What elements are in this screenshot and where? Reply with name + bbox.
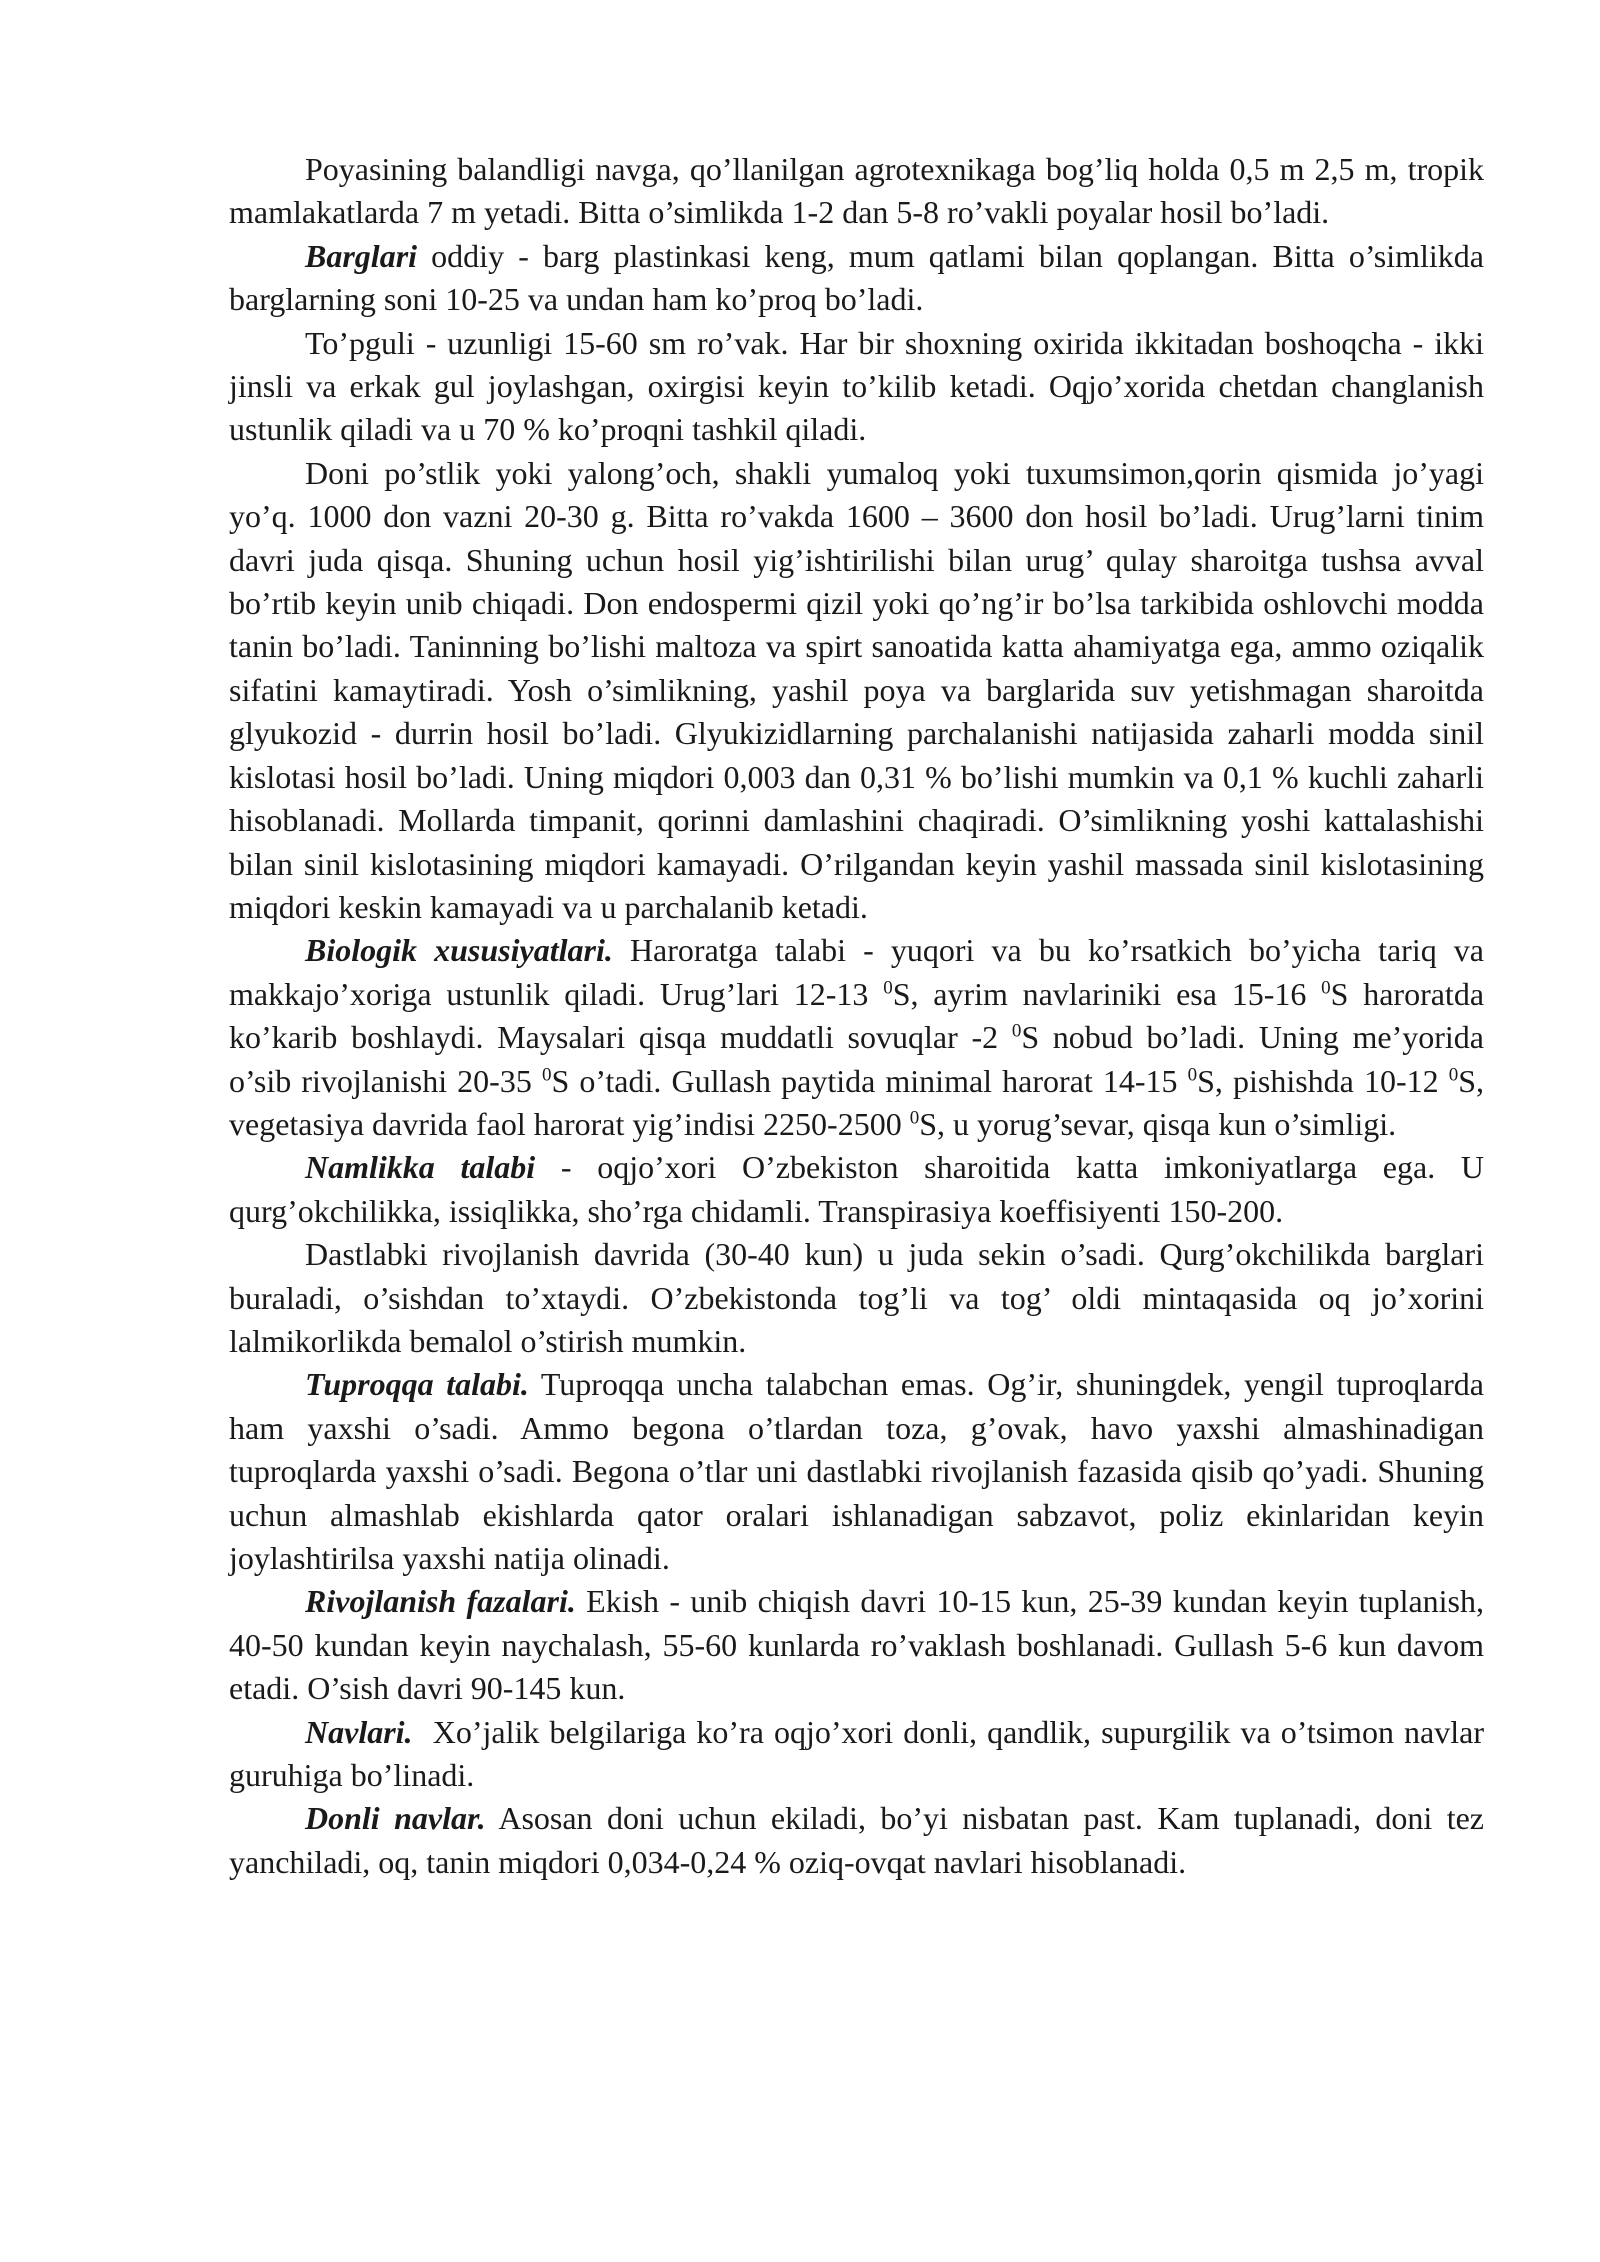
- paragraph-grain-varieties: [229, 1797, 1484, 1884]
- degree-superscript: 0: [909, 1107, 920, 1129]
- degree-superscript: 0: [541, 1063, 552, 1085]
- paragraph-heading: Donli navlar.: [305, 1800, 486, 1837]
- paragraph-soil-requirement: [229, 1363, 1484, 1580]
- paragraph-text: S o’tadi. Gullash paytida minimal harorat 14-15: [551, 1062, 1188, 1099]
- paragraph-inflorescence: [229, 322, 1484, 452]
- paragraph-stem-height: [229, 148, 1484, 235]
- paragraph-text: Haroratga talabi - yuqori va bu ko’rsatkich bo’yicha tariq va makkajo’xoriga ustunlik qiladi. Urug’lari 12-13: [229, 932, 1485, 1012]
- paragraph-text: Xo’jalik belgilariga ko’ra oqjo’xori donli, qandlik, supurgilik va o’tsimon navlar guruhiga bo’linadi.: [229, 1713, 1492, 1794]
- paragraph-heading: Barglari: [305, 237, 418, 274]
- paragraph-heading: Rivojlanish fazalari.: [305, 1583, 576, 1620]
- paragraph-text: Doni po’stlik yoki yalong’och, shakli yumaloq yoki tuxumsimon,qorin qismida jo’yagi yo’q. 1000 don vazni 20-30 g. Bitta ro’vakda 1600 – 3600 don hosil bo’ladi. Urug’larni tinim davri juda qisqa. Shuning uchun hosil yig’ishtirilishi bilan urug’ qulay sharoitga tushsa avval bo’rtib keyin unib chiqadi. Don endospermi qizil yoki qo’ng’ir bo’lsa tarkibida oshlovchi modda tanin bo’ladi. Taninning bo’lishi maltoza va spirt sanoatida katta ahamiyatga ega, ammo oziqalik sifatini kamaytiradi. Yosh o’simlikning, yashil poya va barglarida suv yetishmagan sharoitda glyukozid - durrin hosil bo’ladi. Glyukizidlarning parchalanishi natijasida zaharli modda sinil kislotasi hosil bo’ladi. Uning miqdori 0,003 dan 0,31 % bo’lishi mumkin va 0,1 % kuchli zaharli hisoblanadi. Mollarda timpanit, qorinni damlashini chaqiradi. O’simlikning yoshi kattalashishi bilan sinil kislotasining miqdori kamayadi. O’rilgandan keyin yashil massada sinil kislotasining miqdori keskin kamayadi va u parchalanib ketadi.: [229, 454, 1484, 925]
- paragraph-heading: Biologik xususiyatlari.: [305, 932, 613, 969]
- paragraph-text: Tuproqqa uncha talabchan emas. Og’ir, shuningdek, yengil tuproqlarda ham yaxshi o’sadi. Ammo begona o’tlardan toza, g’ovak, havo yaxshi almashinadigan tuproqlarda yaxshi o’sadi. Begona o’tlar uni dastlabki rivojlanish fazasida qisib qo’yadi. Shuning uchun almashlab ekishlarda qator oralari ishlanadigan sabzavot, poliz ekinlaridan keyin joylashtirilsa yaxshi natija olinadi.: [229, 1366, 1484, 1576]
- paragraph-grain: [229, 452, 1484, 929]
- paragraph-heading: Namlikka talabi: [305, 1149, 536, 1186]
- paragraph-text: Ekish - unib chiqish davri 10-15 kun, 25-39 kundan keyin tuplanish, 40-50 kundan keyin naychalash, 55-60 kunlarda ro’vaklash boshlanadi. Gullash 5-6 kun davom etadi. O’sish davri 90-145 kun.: [229, 1583, 1484, 1707]
- degree-superscript: 0: [1011, 1020, 1022, 1042]
- paragraph-text: oddiy - barg plastinkasi keng, mum qatlami bilan qoplangan. Bitta o’simlikda barglarning soni 10-25 va undan ham ko’proq bo’ladi.: [229, 237, 1484, 318]
- paragraph-text: S, vegetasiya davrida faol harorat yig’indisi 2250-2500: [229, 1062, 1485, 1142]
- paragraph-text: Dastlabki rivojlanish davrida (30-40 kun) u juda sekin o’sadi. Qurg’okchilikda barglari buraladi, o’sishdan to’xtaydi. O’zbekistonda tog’li va tog’ oldi mintaqasida oq jo’xorini lalmikorlikda bemalol o’stirish mumkin.: [229, 1236, 1484, 1359]
- paragraph-varieties: [229, 1711, 1492, 1798]
- paragraph-text: To’pguli - uzunligi 15-60 sm ro’vak. Har bir shoxning oxirida ikkitadan boshoqcha - ikki jinsli va erkak gul joylashgan, oxirgisi keyin to’kilib ketadi. Oqjo’xorida chetdan changlanish ustunlik qiladi va u 70 % ko’proqni tashkil qiladi.: [229, 324, 1484, 448]
- paragraph-text: S haroratda ko’karib boshlaydi. Maysalari qisqa muddatli sovuqlar -2: [229, 975, 1485, 1056]
- paragraph-text: S nobud bo’ladi. Uning me’yorida o’sib rivojlanishi 20-35: [229, 1019, 1485, 1099]
- paragraph-text: - oqjo’xori O’zbekiston sharoitida katta imkoniyatlarga ega. U qurg’okchilikka, issiqlikka, sho’rga chidamli. Transpirasiya koeffisiyenti 150-200.: [229, 1149, 1485, 1229]
- paragraph-text: S, u yorug’sevar, qisqa kun o’simligi.: [919, 1105, 1397, 1142]
- paragraph-heading: Tuproqqa talabi.: [305, 1366, 529, 1403]
- paragraph-text: Asosan doni uchun ekiladi, bo’yi nisbatan past. Kam tuplanadi, doni tez yanchiladi, oq, tanin miqdori 0,034-0,24 % oziq-ovqat navlari hisoblanadi.: [229, 1800, 1485, 1880]
- degree-superscript: 0: [1448, 1063, 1459, 1085]
- paragraph-text: S, pishishda 10-12: [1197, 1062, 1449, 1099]
- paragraph-development-phases: [229, 1580, 1484, 1710]
- degree-superscript: 0: [1187, 1063, 1198, 1085]
- document-page: [229, 148, 1492, 1884]
- paragraph-moisture-requirement: [229, 1146, 1484, 1233]
- paragraph-biological-features: [229, 929, 1484, 1146]
- degree-superscript: 0: [1321, 977, 1331, 999]
- degree-superscript: 0: [883, 977, 893, 999]
- paragraph-heading: Navlari.: [305, 1713, 413, 1750]
- paragraph-text: S, ayrim navlariniki esa 15-16: [892, 975, 1322, 1012]
- paragraph-early-development: [229, 1233, 1484, 1363]
- paragraph-text: Poyasining balandligi navga, qo’llanilgan agrotexnikaga bog’liq holda 0,5 m 2,5 m, tropik mamlakatlarda 7 m yetadi. Bitta o’simlikda 1-2 dan 5-8 ro’vakli poyalar hosil bo’ladi.: [229, 151, 1484, 231]
- paragraph-leaves: [229, 235, 1484, 322]
